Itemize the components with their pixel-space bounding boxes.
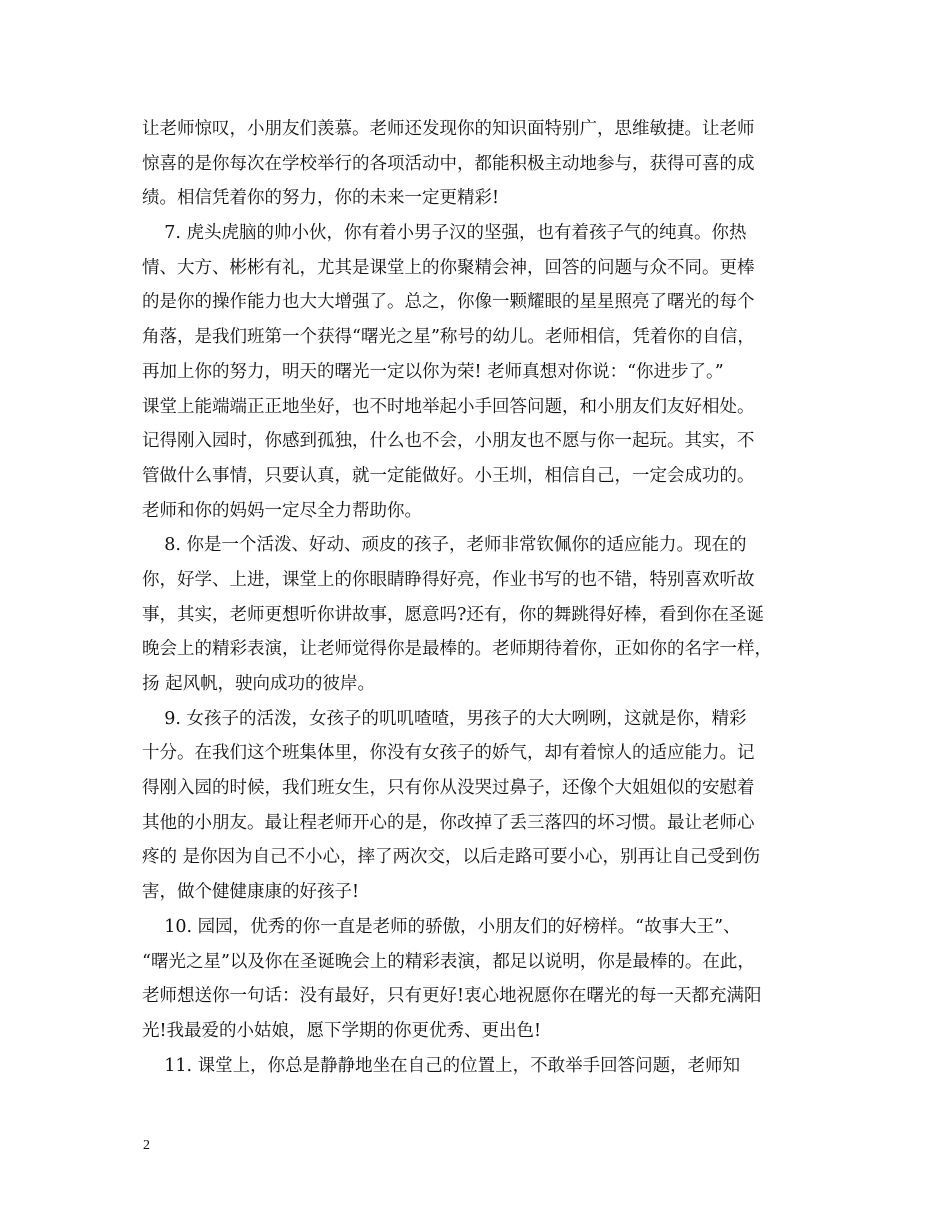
text-line: 晚会上的精彩表演，让老师觉得你是最棒的。老师期待着你，正如你的名字一样，	[142, 639, 772, 660]
text-line: 情、大方、彬彬有礼，尤其是课堂上的你聚精会神，回答的问题与众不同。更棒	[142, 257, 755, 278]
text-line: 角落，是我们班第一个获得“曙光之星”称号的幼儿。老师相信，凭着你的自信，	[142, 327, 755, 348]
text-line: 你，好学、上进，课堂上的你眼睛睁得好亮，作业书写的也不错，特别喜欢听故	[142, 569, 755, 590]
text-line: 管做什么事情，只要认真，就一定能做好。小王圳，相信自己，一定会成功的。	[142, 465, 755, 486]
text-line: 的是你的操作能力也大大增强了。总之，你像一颗耀眼的星星照亮了曙光的每个	[142, 292, 755, 313]
text-line: 扬 起风帆，驶向成功的彼岸。	[142, 674, 376, 694]
text-line: 再加上你的努力，明天的曙光一定以你为荣! 老师真想对你说：“你进步了。”	[142, 361, 724, 382]
text-line: 9. 女孩子的活泼，女孩子的叽叽喳喳，男孩子的大大咧咧，这就是你，精彩	[142, 708, 747, 729]
text-line: 惊喜的是你每次在学校举行的各项活动中，都能积极主动地参与，获得可喜的成	[142, 153, 755, 174]
text-line: “曙光之星”以及你在圣诞晚会上的精彩表演，都足以说明，你是最棒的。在此，	[142, 951, 755, 972]
text-line: 11. 课堂上，你总是静静地坐在自己的位置上，不敢举手回答问题，老师知	[142, 1055, 741, 1076]
text-line: 记得刚入园时，你感到孤独，什么也不会，小朋友也不愿与你一起玩。其实，不	[142, 431, 755, 452]
text-line: 让老师惊叹，小朋友们羡慕。老师还发现你的知识面特别广，思维敏捷。让老师	[142, 119, 755, 139]
text-line: 十分。在我们这个班集体里，你没有女孩子的娇气，却有着惊人的适应能力。记	[142, 743, 755, 764]
text-line: 老师想送你一句话：没有最好，只有更好!衷心地祝愿你在曙光的每一天都充满阳	[142, 986, 762, 1007]
text-line: 事，其实，老师更想听你讲故事，愿意吗?还有，你的舞跳得好棒，看到你在圣诞	[142, 604, 764, 625]
text-line: 7. 虎头虎脑的帅小伙，你有着小男子汉的坚强，也有着孩子气的纯真。你热	[142, 223, 747, 244]
body-text	[142, 112, 826, 1083]
text-line: 老师和你的妈妈一定尽全力帮助你。	[142, 500, 422, 521]
text-line: 光!我最爱的小姑娘，愿下学期的你更优秀、更出色!	[142, 1020, 542, 1041]
text-line: 疼的 是你因为自己不小心，摔了两次交，以后走路可要小心，别再让自己受到伤	[142, 847, 761, 868]
text-line: 绩。相信凭着你的努力，你的未来一定更精彩!	[142, 188, 500, 209]
text-line: 课堂上能端端正正地坐好，也不时地举起小手回答问题，和小朋友们友好相处。	[142, 396, 755, 417]
page-number: 2	[143, 1138, 150, 1153]
text-line: 害，做个健健康康的好孩子!	[142, 882, 360, 903]
text-line: 8. 你是一个活泼、好动、顽皮的孩子，老师非常钦佩你的适应能力。现在的	[142, 535, 747, 556]
text-line: 其他的小朋友。最让程老师开心的是，你改掉了丢三落四的坏习惯。最让老师心	[142, 812, 755, 833]
text-line: 得刚入园的时候，我们班女生，只有你从没哭过鼻子，还像个大姐姐似的安慰着	[142, 778, 755, 799]
text-line: 10. 园园，优秀的你一直是老师的骄傲，小朋友们的好榜样。“故事大王”、	[142, 916, 741, 937]
